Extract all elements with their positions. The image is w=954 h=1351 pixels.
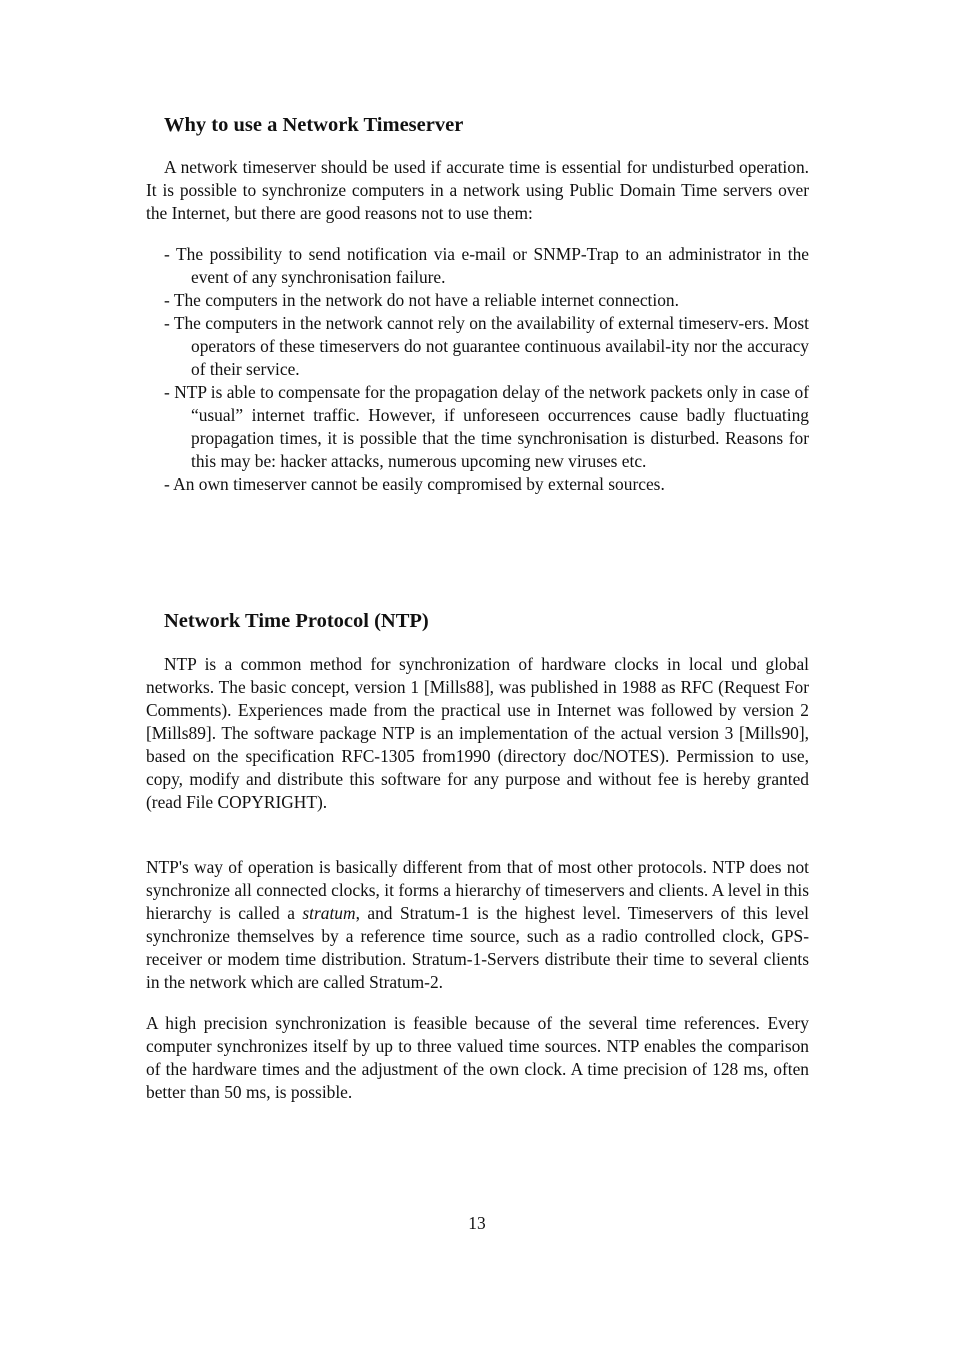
page-number: 13: [468, 1213, 486, 1233]
section-heading-timeserver: Why to use a Network Timeserver: [164, 114, 464, 136]
section-heading-ntp: Network Time Protocol (NTP): [164, 610, 429, 632]
ntp-text-2-end: , and Stratum-1 is the highest level. Timeservers of this level synchronize themselves by a reference time source, such as a radio controlled clock, GPS-receiver or modem time distribution. Stratum-1-Servers distribute their time to several clients in the network which are called Stratum-2.: [146, 903, 809, 992]
list-item: - The possibility to send notification via e-mail or SNMP-Trap to an administrator in the event of any synchronisation failure.: [164, 244, 809, 287]
stratum-term: stratum: [302, 903, 356, 923]
intro-text: A network timeserver should be used if accurate time is essential for undisturbed operation. It is possible to synchronize computers in a network using Public Domain Time servers over the Internet, but there are good reasons not to use them:: [146, 157, 809, 223]
ntp-paragraph-2: [146, 856, 809, 994]
list-item: - NTP is able to compensate for the propagation delay of the network packets only in case of “usual” internet traffic. However, if unforeseen occurrences cause badly fluctuating propagation times, it is possible that the time synchronisation is disturbed. Reasons for this may be: hacker attacks, numerous upcoming new viruses etc.: [164, 382, 809, 471]
intro-paragraph: [146, 156, 809, 225]
ntp-paragraph-3: [146, 1012, 809, 1104]
ntp-text-2-start: NTP's way of operation is basically different from that of most other protocols. NTP does not synchronize all connected clocks, it forms a hierarchy of timeservers and clients. A level in this hierarchy is called a: [146, 857, 809, 923]
list-item: - The computers in the network do not have a reliable internet connection.: [164, 290, 679, 310]
ntp-text-2: [146, 856, 809, 994]
reasons-list: [164, 243, 809, 496]
list-item: - An own timeserver cannot be easily compromised by external sources.: [164, 474, 665, 494]
ntp-text-3: A high precision synchronization is feasible because of the several time references. Every computer synchronizes itself by up to three valued time sources. NTP enables the comparison of the hardware times and the adjustment of the own clock. A time precision of 128 ms, often better than 50 ms, is possible.: [146, 1013, 809, 1102]
list-item: - The computers in the network cannot rely on the availability of external timeserv-ers. Most operators of these timeservers do not guarantee continuous availabil-ity nor the accuracy of their service.: [164, 313, 809, 379]
ntp-text-1: NTP is a common method for synchronization of hardware clocks in local und global networks. The basic concept, version 1 [Mills88], was published in 1988 as RFC (Request For Comments). Experiences made from the practical use in Internet was followed by version 2 [Mills89]. The software package NTP is an implementation of the actual version 3 [Mills90], based on the specification RFC-1305 from1990 (directory doc/NOTES). Permission to use, copy, modify and distribute this software for any purpose and without fee is hereby granted (read File COPYRIGHT).: [146, 654, 809, 812]
ntp-paragraph-1: [146, 653, 809, 814]
